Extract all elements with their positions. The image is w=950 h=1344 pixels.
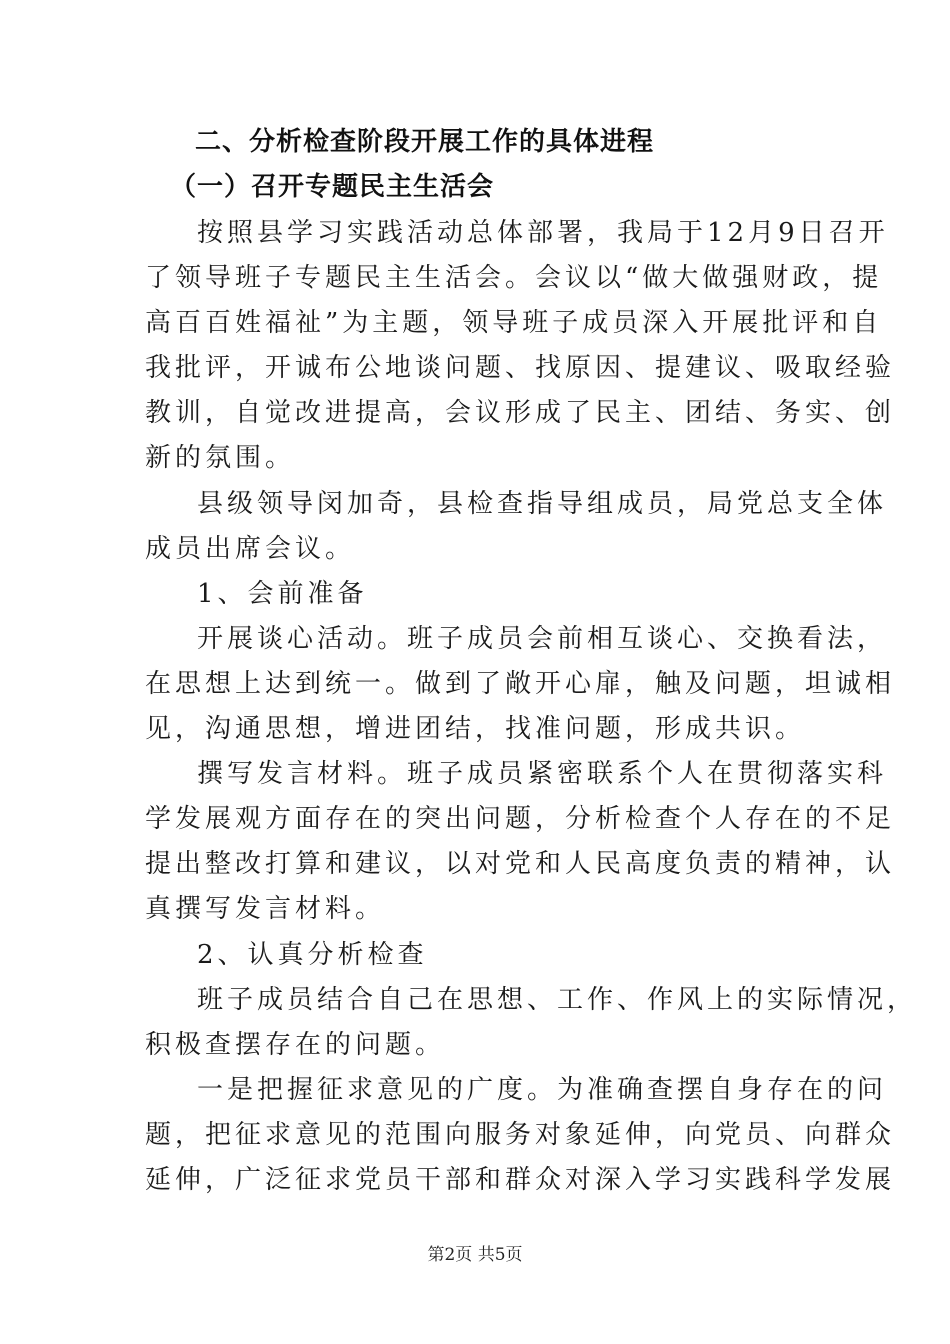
numbered-heading: 2、认真分析检查 (197, 940, 428, 970)
paragraph-line: 成员出席会议。 (145, 534, 356, 564)
paragraph-line: 积极查摆存在的问题。 (145, 1030, 446, 1060)
paragraph-line: 了领导班子专题民主生活会。会议以“做大做强财政，提 (145, 263, 883, 293)
paragraph-line: 高百百姓福祉”为主题，领导班子成员深入开展批评和自 (145, 308, 883, 338)
paragraph-line: 一是把握征求意见的广度。为准确查摆自身存在的问 (197, 1075, 888, 1105)
page-footer: 第2页 共5页 (427, 1245, 523, 1265)
paragraph-line: 延伸，广泛征求党员干部和群众对深入学习实践科学发展 (145, 1165, 896, 1195)
section-heading: 二、分析检查阶段开展工作的具体进程 (195, 127, 655, 157)
paragraph-line: 开展谈心活动。班子成员会前相互谈心、交换看法， (197, 624, 888, 654)
paragraph-line: 我批评，开诚布公地谈问题、找原因、提建议、吸取经验 (145, 353, 896, 383)
paragraph-line: 见，沟通思想，增进团结，找准问题，形成共识。 (145, 714, 806, 744)
paragraph-line: 撰写发言材料。班子成员紧密联系个人在贯彻落实科 (197, 759, 888, 789)
subsection-heading: （一）召开专题民主生活会 (170, 172, 495, 202)
numbered-heading: 1、会前准备 (197, 579, 368, 609)
paragraph-line: 教训，自觉改进提高，会议形成了民主、团结、务实、创 (145, 398, 896, 428)
paragraph-line: 真撰写发言材料。 (145, 894, 386, 924)
paragraph-line: 按照县学习实践活动总体部署，我局于12月9日召开 (197, 218, 889, 248)
paragraph-line: 新的氛围。 (145, 443, 296, 473)
paragraph-line: 班子成员结合自己在思想、工作、作风上的实际情况， (197, 985, 918, 1015)
paragraph-line: 学发展观方面存在的突出问题，分析检查个人存在的不足 (145, 804, 896, 834)
paragraph-line: 提出整改打算和建议，以对党和人民高度负责的精神，认 (145, 849, 896, 879)
paragraph-line: 题，把征求意见的范围向服务对象延伸，向党员、向群众 (145, 1120, 896, 1150)
paragraph-line: 在思想上达到统一。做到了敞开心扉，触及问题，坦诚相 (145, 669, 896, 699)
paragraph-line: 县级领导闵加奇，县检查指导组成员，局党总支全体 (197, 489, 888, 519)
